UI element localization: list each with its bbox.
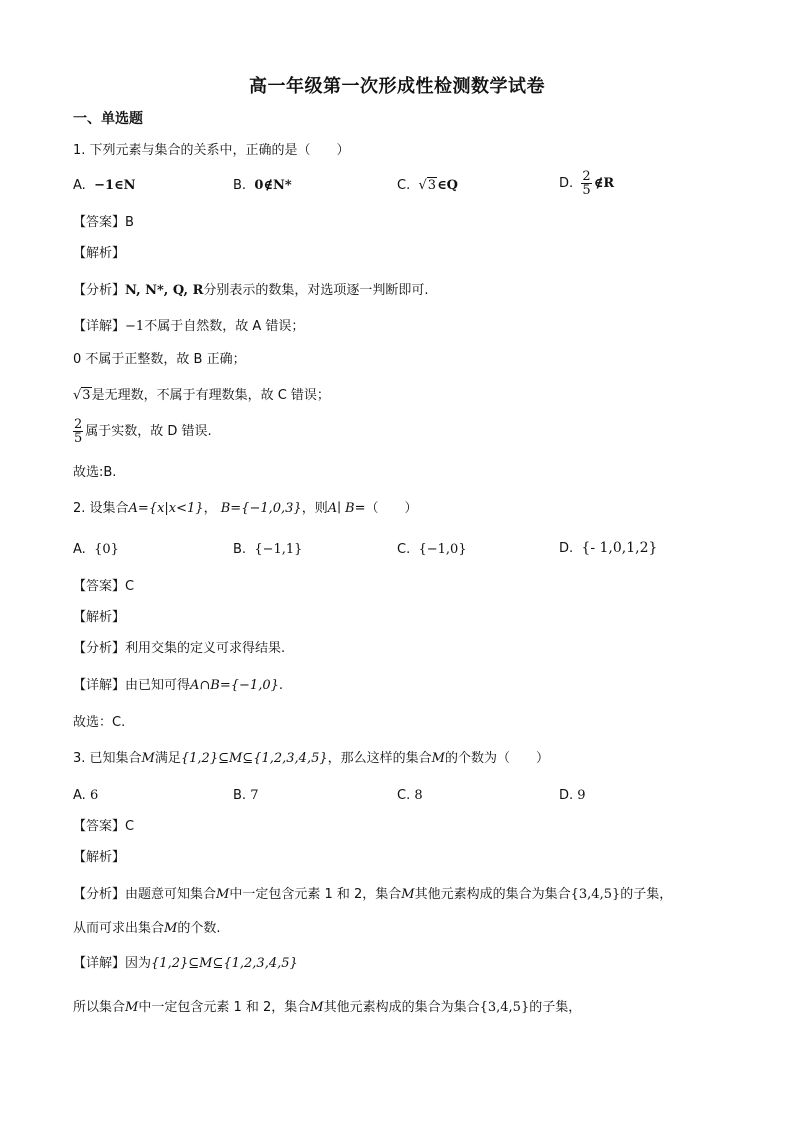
q2-detail: 【详解】由已知可得A∩B={−1,0}. [73, 678, 284, 693]
q3-analysis-header: 【解析】 [73, 850, 126, 865]
q2-analysis: 【分析】利用交集的定义可求得结果. [73, 641, 286, 656]
q1-detail-3: √3是无理数，不属于有理数集，故 C 错误； [73, 388, 330, 403]
q3-detail: 【详解】因为{1,2}⊆M⊆{1,2,3,4,5} [73, 956, 298, 971]
q2-answer: 【答案】C [73, 579, 135, 594]
q1-analysis: 【分析】N, N*, Q, R分别表示的数集，对选项逐一判断即可. [73, 283, 429, 298]
q3-option-b: B. 7 [233, 788, 259, 803]
q1-detail-2: 0 不属于正整数，故 B 正确； [73, 352, 246, 367]
q1-stem: 1. 下列元素与集合的关系中，正确的是（ ） [73, 143, 350, 158]
sqrt-icon: √3 [418, 178, 437, 193]
q3-analysis-2: 从而可求出集合M的个数. [73, 921, 221, 936]
q1-option-b: B. 0∉N* [233, 178, 292, 193]
q1-option-c: C. √3∈Q [397, 178, 459, 193]
q1-detail-1: 【详解】−1不属于自然数，故 A 错误； [73, 319, 305, 334]
q3-stem: 3. 已知集合M满足{1,2}⊆M⊆{1,2,3,4,5}，那么这样的集合M的个数为（ ） [73, 751, 549, 766]
q2-option-d: D. {- 1,0,1,2} [559, 540, 658, 556]
q3-detail-2: 所以集合M中一定包含元素 1 和 2，集合M其他元素构成的集合为集合{3,4,5}的子集， [73, 1000, 582, 1015]
q3-analysis-1: 【分析】由题意可知集合M中一定包含元素 1 和 2，集合M其他元素构成的集合为集合{3,4,5}的子集， [73, 887, 673, 902]
q1-option-a: A. −1∈N [73, 178, 136, 193]
q3-option-d: D. 9 [559, 788, 586, 803]
q2-conclusion: 故选：C. [73, 715, 126, 730]
q3-answer: 【答案】C [73, 819, 135, 834]
q2-option-a: A. {0} [73, 542, 119, 557]
q1-conclusion: 故选:B. [73, 465, 117, 480]
page-title: 高一年级第一次形成性检测数学试卷 [249, 76, 545, 97]
q3-option-c: C. 8 [397, 788, 423, 803]
q1-option-b-math: 0∉N* [254, 178, 292, 193]
q2-analysis-header: 【解析】 [73, 610, 126, 625]
q1-option-a-math: −1∈N [94, 178, 136, 193]
q2-stem: 2. 设集合A={x|x<1}， B={−1,0,3}，则A∣ B=（ ） [73, 501, 418, 516]
q2-option-b: B. {−1,1} [233, 542, 303, 557]
q3-option-a: A. 6 [73, 788, 99, 803]
q1-answer: 【答案】B [73, 215, 134, 230]
fraction: $\frac{2}{5}$ [582, 169, 591, 198]
section-heading: 一、单选题 [73, 111, 143, 127]
q1-detail-4: $\frac{2}{5}$ 属于实数，故 D 错误. [74, 417, 212, 446]
q2-option-c: C. {−1,0} [397, 542, 467, 557]
q1-analysis-header: 【解析】 [73, 246, 126, 261]
q1-option-d: D. $\frac{2}{5}$ ∉R [559, 169, 615, 198]
